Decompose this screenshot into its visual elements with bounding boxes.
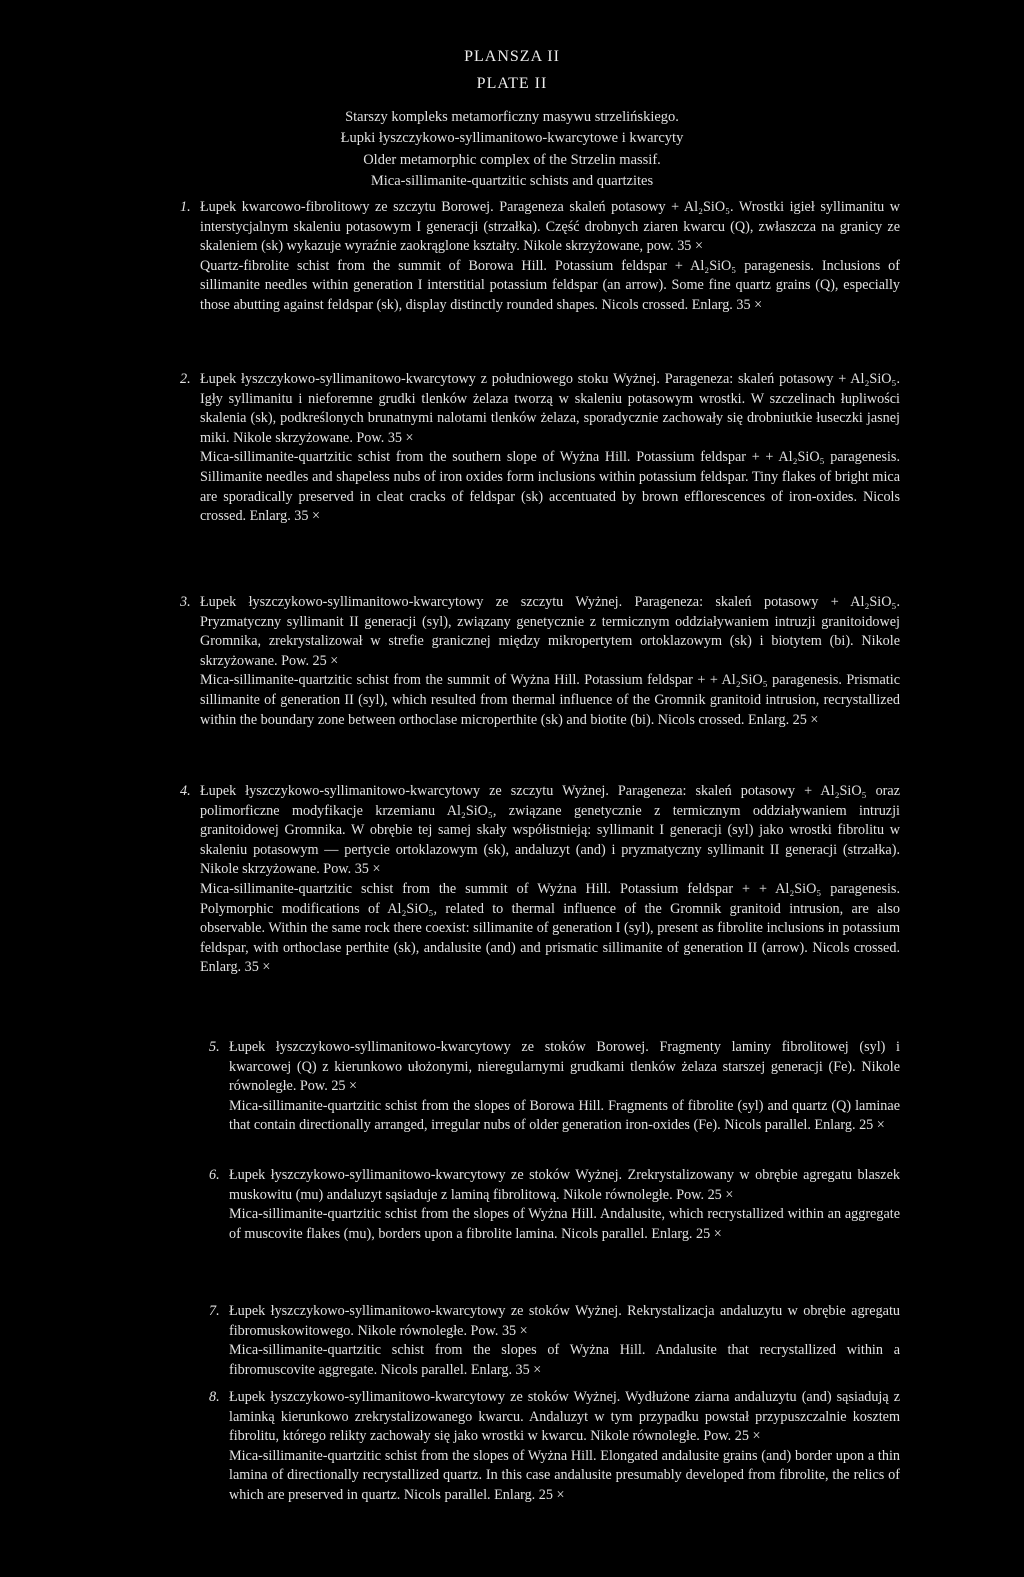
entry-polish-caption: Łupek łyszczykowo-syllimanitowo-kwarcytowy ze stoków Wyżnej. Zrekrystalizowany w obrębie agregatu blaszek muskowitu (mu) andaluzyt sąsiaduje z laminą fibrolitową. Nikole równoległe. Pow. 25 × [229,1167,900,1203]
entry-english-caption: Mica-sillimanite-quartzitic schist from the summit of Wyżna Hill. Potassium feldspar + + Al₂SiO₅ paragenesis. Polymorphic modifications of Al₂SiO₅, related to thermal influence of the Gromnik granitoid intrusion, are also observable. Within the same rock there coexist: sillimanite of generation I (syl), present as fibrolite inclusions in potassium feldspar, with orthoclase perthite (sk), andalusite (and) and prismatic sillimanite of generation II (arrow). Nicols crossed. Enlarg. 35 × [200,880,900,976]
entry-number: 7. [209,1303,220,1319]
intro-polish-line-1: Starszy kompleks metamorficzny masywu strzelińskiego. [345,109,679,125]
plate-entry-6 [209,1166,900,1244]
plate-title-polish: PLANSZA II [464,48,560,65]
entry-english-caption: Quartz-fibrolite schist from the summit of Borowa Hill. Potassium feldspar + Al₂SiO₅ paragenesis. Inclusions of sillimanite needles within generation I interstitial potassium feldspar (an arrow). Some fine quartz grains (Q), especially those abutting against feldspar (sk), display distinctly rounded shapes. Nicols crossed. Enlarg. 35 × [200,257,900,313]
intro-english-line-2: Mica-sillimanite-quartzitic schists and quartzites [370,173,654,189]
entry-number: 3. [180,594,191,610]
entry-english-caption: Mica-sillimanite-quartzitic schist from the slopes of Wyżna Hill. Andalusite, which recrystallized within an aggregate of muscovite flakes (mu), borders upon a fibrolite lamina. Nicols parallel. Enlarg. 25 × [229,1206,900,1242]
plate-entry-4 [180,782,900,978]
plate-entry-3 [180,593,900,730]
plate-entry-1 [180,198,900,316]
entry-number: 1. [180,199,191,215]
plate-entry-2 [180,370,900,527]
entry-polish-caption: Łupek łyszczykowo-syllimanitowo-kwarcytowy ze stoków Wyżnej. Rekrystalizacja andaluzytu w obrębie agregatu fibromuskowitowego. Nikole równoległe. Pow. 35 × [229,1303,900,1339]
entry-english-caption: Mica-sillimanite-quartzitic schist from the slopes of Borowa Hill. Fragments of fibrolite (syl) and quartz (Q) laminae that contain directionally arranged, irregular nubs of older generation iron-oxides (Fe). Nicols parallel. Enlarg. 25 × [229,1097,900,1134]
intro-english-line-1: Older metamorphic complex of the Strzelin massif. [363,152,661,168]
entry-english-caption: Mica-sillimanite-quartzitic schist from the slopes of Wyżna Hill. Elongated andalusite grains (and) border upon a thin lamina of directionally recrystallized quartz. In this case andalusite presumably developed from fibrolite, the relics of which are preserved in quartz. Nicols parallel. Enlarg. 25 × [229,1447,900,1503]
entry-polish-caption: Łupek łyszczykowo-syllimanitowo-kwarcytowy ze stoków Wyżnej. Wydłużone ziarna andaluzytu (and) sąsiadują z laminką kierunkowo zrekrystalizowanego kwarcu. Andaluzyt w tym przypadku powstał przypuszczalnie kosztem fibrolitu, którego relikty zachowały się jako wrostki w kwarcu. Nikole równoległe. Pow. 25 × [229,1389,900,1445]
entry-number: 8. [209,1389,220,1405]
entry-english-caption: Mica-sillimanite-quartzitic schist from the southern slope of Wyżna Hill. Potassium feldspar + + Al₂SiO₅ paragenesis. Sillimanite needles and shapeless nubs of iron oxides form inclusions within potassium feldspar. Tiny flakes of bright mica are sporadically preserved in cleat cracks of feldspar (sk) accentuated by brown efflorescences of iron-oxides. Nicols crossed. Enlarg. 35 × [200,449,900,525]
intro-polish-line-2: Łupki łyszczykowo-syllimanitowo-kwarcytowe i kwarcyty [340,130,684,146]
entry-english-caption: Mica-sillimanite-quartzitic schist from the summit of Wyżna Hill. Potassium feldspar + + Al₂SiO₅ paragenesis. Prismatic sillimanite of generation II (syl), which resulted from thermal influence of the Gromnik granitoid intrusion, recrystallized within the boundary zone between orthoclase microperthite (sk) and biotite (bi). Nicols crossed. Enlarg. 25 × [200,672,900,728]
entry-english-caption: Mica-sillimanite-quartzitic schist from the slopes of Wyżna Hill. Andalusite that recrystallized within a fibromuscovite aggregate. Nicols parallel. Enlarg. 35 × [229,1342,900,1378]
plate-entry-8 [209,1388,900,1506]
entry-polish-caption: Łupek łyszczykowo-syllimanitowo-kwarcytowy z południowego stoku Wyżnej. Parageneza: skaleń potasowy + Al₂SiO₅. Igły syllimanitu i nieforemne grudki tlenków żelaza tworzą w skaleniu potasowym wrostki. W szczelinach łupliwości skalenia (sk), podkreślonych brunatnymi nalotami tlenków żelaza, sporadycznie zachowały się drobniutkie łuseczki jasnej miki. Nikole skrzyżowane. Pow. 35 × [200,371,900,446]
entry-polish-caption: Łupek łyszczykowo-syllimanitowo-kwarcytowy ze szczytu Wyżnej. Parageneza: skaleń potasowy + Al₂SiO₅. Pryzmatyczny syllimanit II generacji (syl), związany genetycznie z termicznym oddziaływaniem intruzji granitoidowej Gromnika, zrekrystalizował w strefie granicznej między mikropertytem ortoklazowym (sk) i biotytem (bi). Nikole skrzyżowane. Pow. 25 × [200,594,900,669]
entry-number: 5. [209,1039,220,1055]
entry-polish-caption: Łupek kwarcowo-fibrolitowy ze szczytu Borowej. Parageneza skaleń potasowy + Al₂SiO₅. Wrostki igieł syllimanitu w interstycjalnym skaleniu potasowym I generacji (strzałka). Część drobnych ziaren kwarcu (Q), zwłaszcza na granicy ze skaleniem (sk) wykazuje wyraźnie zaokrąglone kształty. Nikole skrzyżowane, pow. 35 × [200,199,900,255]
entry-number: 2. [180,371,191,387]
entry-polish-caption: Łupek łyszczykowo-syllimanitowo-kwarcytowy ze stoków Borowej. Fragmenty laminy fibrolitowej (syl) i kwarcowej (Q) z kierunkowo ułożonymi, nieregularnymi grudkami tlenków żelaza starszej generacji (Fe). Nikole równoległe. Pow. 25 × [229,1039,900,1095]
plate-entry-7 [209,1302,900,1380]
plate-title-english: PLATE II [476,75,548,92]
plate-entry-5 [209,1038,900,1136]
entry-number: 6. [209,1167,220,1183]
entry-number: 4. [180,783,191,799]
entry-polish-caption: Łupek łyszczykowo-syllimanitowo-kwarcytowy ze szczytu Wyżnej. Parageneza: skaleń potasowy + Al₂SiO₅ oraz polimorficzne modyfikacje krzemianu Al₂SiO₅, związane genetycznie z termicznym oddziaływaniem intruzji granitoidowej Gromnika. W obrębie tej samej skały współistnieją: syllimanit I generacji (syl) jako wrostki fibrolitu w skaleniu potasowym — pertycie ortoklazowym (sk), andaluzyt (and) i pryzmatyczny syllimanit II generacji (strzałka). Nikole skrzyżowane. Pow. 35 × [200,783,900,878]
